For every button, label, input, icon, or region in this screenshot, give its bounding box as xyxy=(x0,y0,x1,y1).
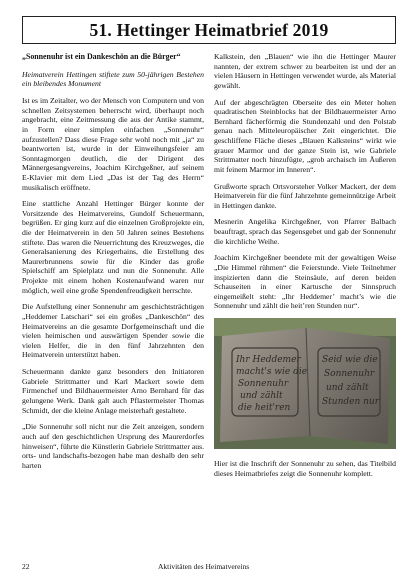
inscription-text: und zählt xyxy=(240,391,283,402)
paragraph: Ist es im Zeitalter, wo der Mensch von Computern und von schnellen Zeitsystemen beherrscht wird, überhaupt noch angebracht, eine Zeitmessung die aus der Antike stammt, in Form einer simplen einfachen „Sonnenuhr“ aufzustellen? Dass diese Frage sehr wohl noch mit „ja“ zu beantworten ist, wurde in der Einweihungsfeier am Sonntagmorgen deutlich, die der Dirigent des Männergesangvereins, Joachim Kirchgeßner, auf seinem E-Klavier mit dem Lied „Das ist der Tag des Herrn“ musikalisch eröffnete. xyxy=(22,96,204,192)
page-number: 22 xyxy=(22,562,30,571)
paragraph: Die Aufstellung einer Sonnenuhr am geschichtsträchtigen „Heddemer Latschari“ sei ein großes „Dankeschön“ des Heimatvereins an die gesamte Dorfgemeinschaft und die vielen heimischen und auswärtigen Spender sowie die vielen Helfer, die in den fünf Jahrzehnten den Heimatverein unterstützt haben. xyxy=(22,302,204,360)
inscription-text: Sonnenuhr xyxy=(238,379,289,390)
photo-caption: Hier ist die Inschrift der Sonnenuhr zu sehen, das Titelbild dieses Heimatbriefes zeigt die Sonnenuhr komplett. xyxy=(214,459,396,478)
page-title-box xyxy=(22,16,396,44)
article-heading: „Sonnenuhr ist ein Dankeschön an die Bürger“ xyxy=(22,52,181,61)
paragraph: Mesnerin Angelika Kirchgeßner, von Pfarrer Balbach beauftragt, sprach das Segensgebet und gab der Sonnenuhr die kirchliche Weihe. xyxy=(214,217,396,246)
paragraph: Auf der abgeschrägten Oberseite des ein Meter hohen quadratischen Steinblocks hat der Bildhauermeister Arno Bernhard fächerförmig die Stundenzahl und den Polstab genau nach Mitteleuropäischer Zeit eingerichtet. Die geschliffene Fläche dieses „Blauen Kalksteins“ wirkt wie grauer Marmor und der ganze Stein ist, wie Gabriele Strittmatter noch hinzufügte, „grob archaisch im Äußeren mit feinem Marmor im Inneren“. xyxy=(214,97,396,174)
inscription-text: Sonnenuhr xyxy=(324,369,375,380)
paragraph: Scheuermann dankte ganz besonders den Initiatoren Gabriele Strittmatter und Karl Mackert sowie dem Firmenchef und Bildhauermeister Arno Bernhard für das gelungene Werk. Dank galt auch Pflastermeister Thomas Schmidt, der die kleine Anlage meisterhaft gestaltete. xyxy=(22,367,204,415)
paragraph: Kalkstein, den „Blauen“ wie ihn die Hettinger Maurer nannten, der extrem schwer zu bearbeiten ist und der an vielen Häusern in Hettingen verwendet wurde, als Material gewählt. xyxy=(214,52,396,90)
page-footer xyxy=(22,562,396,571)
left-column xyxy=(22,52,204,477)
footer-section-title: Aktivitäten des Heimatvereins xyxy=(158,562,250,571)
article-intro: Heimatverein Hettingen stiftete zum 50-jährigen Bestehen ein bleibendes Monument xyxy=(22,69,204,89)
inscription-text: die heit'ren xyxy=(238,403,291,414)
inscription-text: Ihr Heddemer xyxy=(236,355,301,366)
paragraph: „Die Sonnenuhr soll nicht nur die Zeit anzeigen, sondern auch auf den geschichtlichen Ursprung des Maurerdorfes hinweisen“, führte die Künstlerin Gabriele Strittmatter aus. orts- und landschafts-bezogen habe man deshalb den sehr harten xyxy=(22,422,204,470)
sundial-stone-illustration xyxy=(214,318,396,449)
paragraph: Eine stattliche Anzahl Hettinger Bürger konnte der Vorsitzende des Heimatvereins, Gundolf Scheuermann, begrüßen. Er ging kurz auf die einzelnen Großprojekte ein, die der Heimatverein in den 50 Jahren seines Bestehens stiftete. Das waren die Neuerrichtung des Kreuzweges, die Generalsanierung des Kriegerhains, die Erstellung des Maurerbrunnens sowie für die Kinder das große Spielschiff am Spielplatz und nun die Sonnenuhr. Alle Projekte mit einem hohen Kostenaufwand waren nur möglich, weil eine große Spendenfreudigkeit herrschte. xyxy=(22,199,204,295)
paragraph: Joachim Kirchgeßner beendete mit der gewaltigen Weise „Die Himmel rühmen“ die Feierstunde. Viele Teilnehmer inspizierten dann die Steinsäule, auf deren beiden Schauseiten in einer Kartusche der Sinnspruch eingemeißelt steht: „Ihr Heddemer’ macht’s wie die Sonnenuhr und zählt die heit’ren Stunden nur“. xyxy=(214,253,396,311)
inscription-text: und zählt xyxy=(326,383,369,394)
inscription-text: Seid wie die xyxy=(322,355,378,366)
inscription-text: macht's wie die xyxy=(236,367,308,378)
page-title: 51. Hettinger Heimatbrief 2019 xyxy=(89,19,329,40)
inscription-text: Stunden nur xyxy=(322,397,380,408)
sundial-inscription-photo xyxy=(214,318,396,449)
paragraph: Grußworte sprach Ortsvorsteher Volker Mackert, der dem Heimatverein für die fünf Jahrzehnte gemeinnützige Arbeit in Hettingen dankte. xyxy=(214,181,396,210)
right-column xyxy=(214,52,396,486)
